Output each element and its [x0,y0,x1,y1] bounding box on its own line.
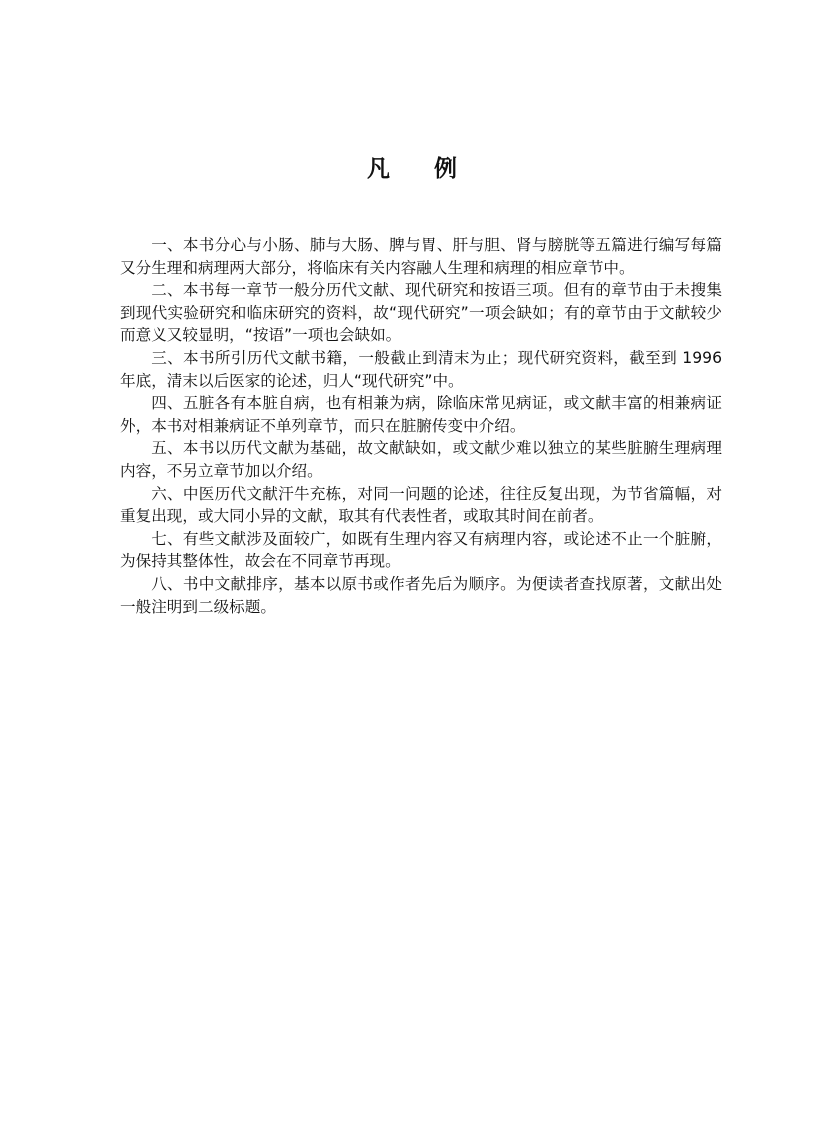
guideline-paragraph-4: 四、五脏各有本脏自病，也有相兼为病，除临床常见病证，或文献丰富的相兼病证外，本书对相兼病证不单列章节，而只在脏腑传变中介绍。 [120,394,722,435]
guideline-paragraph-1: 一、本书分心与小肠、肺与大肠、脾与胃、肝与胆、肾与膀胱等五篇进行编写每篇又分生理和病理两大部分，将临床有关内容融人生理和病理的相应章节中。 [120,236,722,277]
guideline-paragraph-3: 三、本书所引历代文献书籍，一般截止到清末为止；现代研究资料，截至到 1996 年底，清末以后医家的论述，归人“现代研究”中。 [120,348,722,390]
guideline-paragraph-8: 八、书中文献排序，基本以原书或作者先后为顺序。为便读者查找原著，文献出处一般注明到二级标题。 [120,574,722,616]
guideline-paragraph-2: 二、本书每一章节一般分历代文献、现代研究和按语三项。但有的章节由于未搜集到现代实验研究和临床研究的资料，故“现代研究”一项会缺如；有的章节由于文献较少而意义又较显明，“按语”一项也会缺如。 [120,281,722,345]
guideline-paragraph-5: 五、本书以历代文献为基础，故文献缺如，或文献少难以独立的某些脏腑生理病理内容，不另立章节加以介绍。 [120,439,722,480]
guideline-paragraph-6: 六、中医历代文献汗牛充栋，对同一问题的论述，往往反复出现，为节省篇幅，对重复出现，或大同小异的文献，取其有代表性者，或取其时间在前者。 [120,484,722,526]
guidelines-body [120,234,722,618]
page-title: 凡例 [367,156,501,182]
guideline-paragraph-7: 七、有些文献涉及面较广，如既有生理内容又有病理内容，或论述不止一个脏腑，为保持其整体性，故会在不同章节再现。 [120,529,722,571]
